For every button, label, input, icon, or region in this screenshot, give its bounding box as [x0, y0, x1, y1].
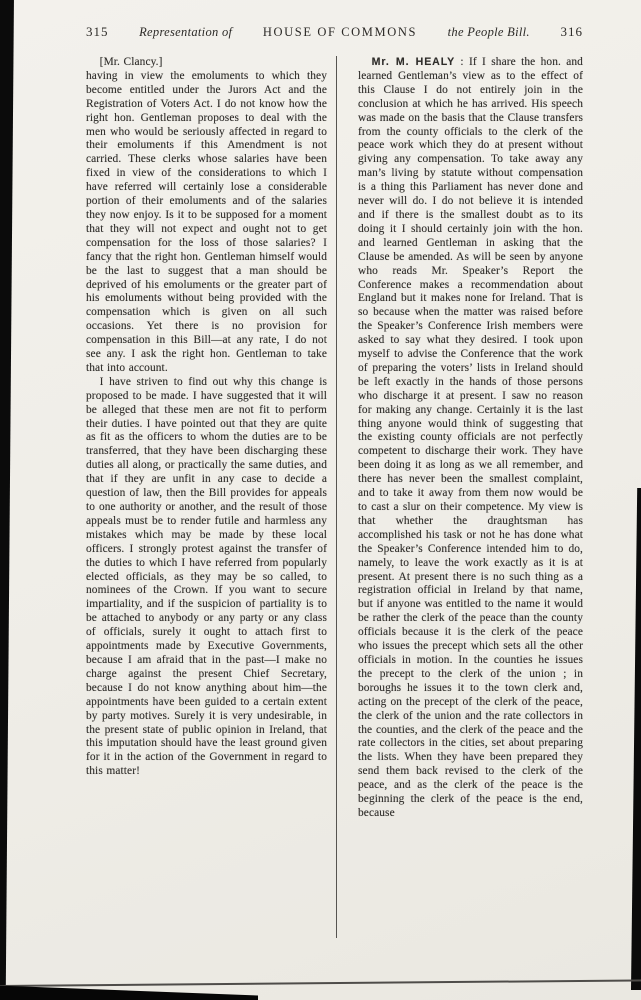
- header-title-right: the People Bill.: [447, 25, 530, 39]
- text-columns: [86, 56, 583, 938]
- speech-paragraph: [358, 56, 583, 821]
- right-column: [336, 56, 583, 938]
- speech-paragraph: I have striven to find out why this change is proposed to be made. I have suggested that it will be alleged that these men are not fit to perform their duties. I have pointed out that they are quite as fit as the officers to whom the duties are to be transferred, that they have been discharging these duties all along, or practically the same duties, and that if they are unfit in any case to decide a question of law, then the Bill provides for appeals to one authority or another, and the result of those appeals must be to render futile and harmless any mistakes which may be made by these local officers. I strongly protest against the transfer of the duties to which I have referred from popularly elected officials, as they may be so called, to nominees of the Crown. If you want to secure impartiality, and if the suspicion of partiality is to be attached to anybody or any party or any class of officials, surely it ought to attach first to appointments made by Executive Governments, because I am afraid that in the past—I make no charge against the present Chief Secretary, because I do not know anything about him—the appointments have been guided to a certain extent by party motives. Surely it is very undesirable, in the present state of public opinion in Ireland, that this imputation should have the least ground given for it in the action of the Government in regard to this matter!: [86, 375, 328, 778]
- left-column: [86, 56, 336, 938]
- header-title-left: Representation of: [139, 25, 233, 39]
- speaker-name: Mr. M. HEALY: [371, 56, 456, 68]
- header-title-center: HOUSE OF COMMONS: [262, 25, 418, 39]
- page-number-right: 316: [560, 24, 583, 39]
- speech-text: : If I share the hon. and learned Gentleman’s view as to the effect of this Clause I do not entirely join in the conclusion at which he has arrived. His speech was made on the basis that the Clause transfers from the county officials to the clerk of the peace work which they do at present without giving any compensation. To take away any man’s living by statute without compensation is a thing this Parliament has never done and never will do. I do not believe it is intended and if there is the smallest doubt as to its doing it I should certainly join with the hon. and learned Gentleman in asking that the Clause be amended. As will be seen by anyone who reads Mr. Speaker’s Report the Conference makes a recommendation about England but it makes none for Ireland. That is so because when the matter was raised before the Speaker’s Conference Irish members were asked to say what they desired. I took upon myself to advise the Conference that the work of preparing the voters’ lists in Ireland should be left exactly in the hands of those persons who discharge it at present. I saw no reason for making any change. Certainly it is the last thing anyone would think of suggesting that the existing county officials are not perfectly competent to discharge their work. They have been doing it as long as we all remember, and there has never been the smallest complaint, and to take it away from them now would be to cast a slur on their competence. My view is that whether the draughtsman has accomplished his task or not he has done what the Speaker’s Conference intended him to do, namely, to leave the work exactly as it is at present. At present there is no such thing as a registration official in Ireland by that name, but if anyone was entitled to the name it would be rather the clerk of the peace than the county officials because it is the clerk of the peace who issues the precept which sets all the other officials in motion. In the counties he issues the precept to the clerk of the union ; in boroughs he issues it to the town clerk and, acting on the precept of the clerk of the peace, the clerk of the union and the rate collectors in the counties, and the clerk of the peace and the rate collectors in the cities, set about preparing the lists. When they have been prepared they send them back revised to the clerk of the peace, and as the clerk of the peace is the beginning the clerk of the peace is the end, because: [358, 56, 583, 819]
- page-number-left: 315: [86, 24, 109, 39]
- running-header: [86, 24, 583, 40]
- speaker-continuation-reference: [Mr. Clancy.]: [99, 56, 163, 68]
- speech-paragraph: having in view the emoluments to which they become entitled under the Jurors Act and the Registration of Voters Act. I do not know how the right hon. Gentleman proposes to deal with the men who would be seriously affected in regard to their emoluments if this Amendment is not carried. These clerks whose salaries have been fixed in view of the considerations to which I have referred will certainly lose a considerable portion of their emoluments and of the salaries they now enjoy. Is it to be supposed for a moment that they will not expect and ought not to get compensation for the loss of those salaries? I fancy that the right hon. Gentleman himself would be the last to suggest that a man should be deprived of his emoluments or the greater part of his emoluments without being provided with the compensation which is given on all such occasions. Yet there is no provision for compensation in this Bill—at any rate, I do not see any. I ask the right hon. Gentleman to take that into account.: [86, 69, 327, 374]
